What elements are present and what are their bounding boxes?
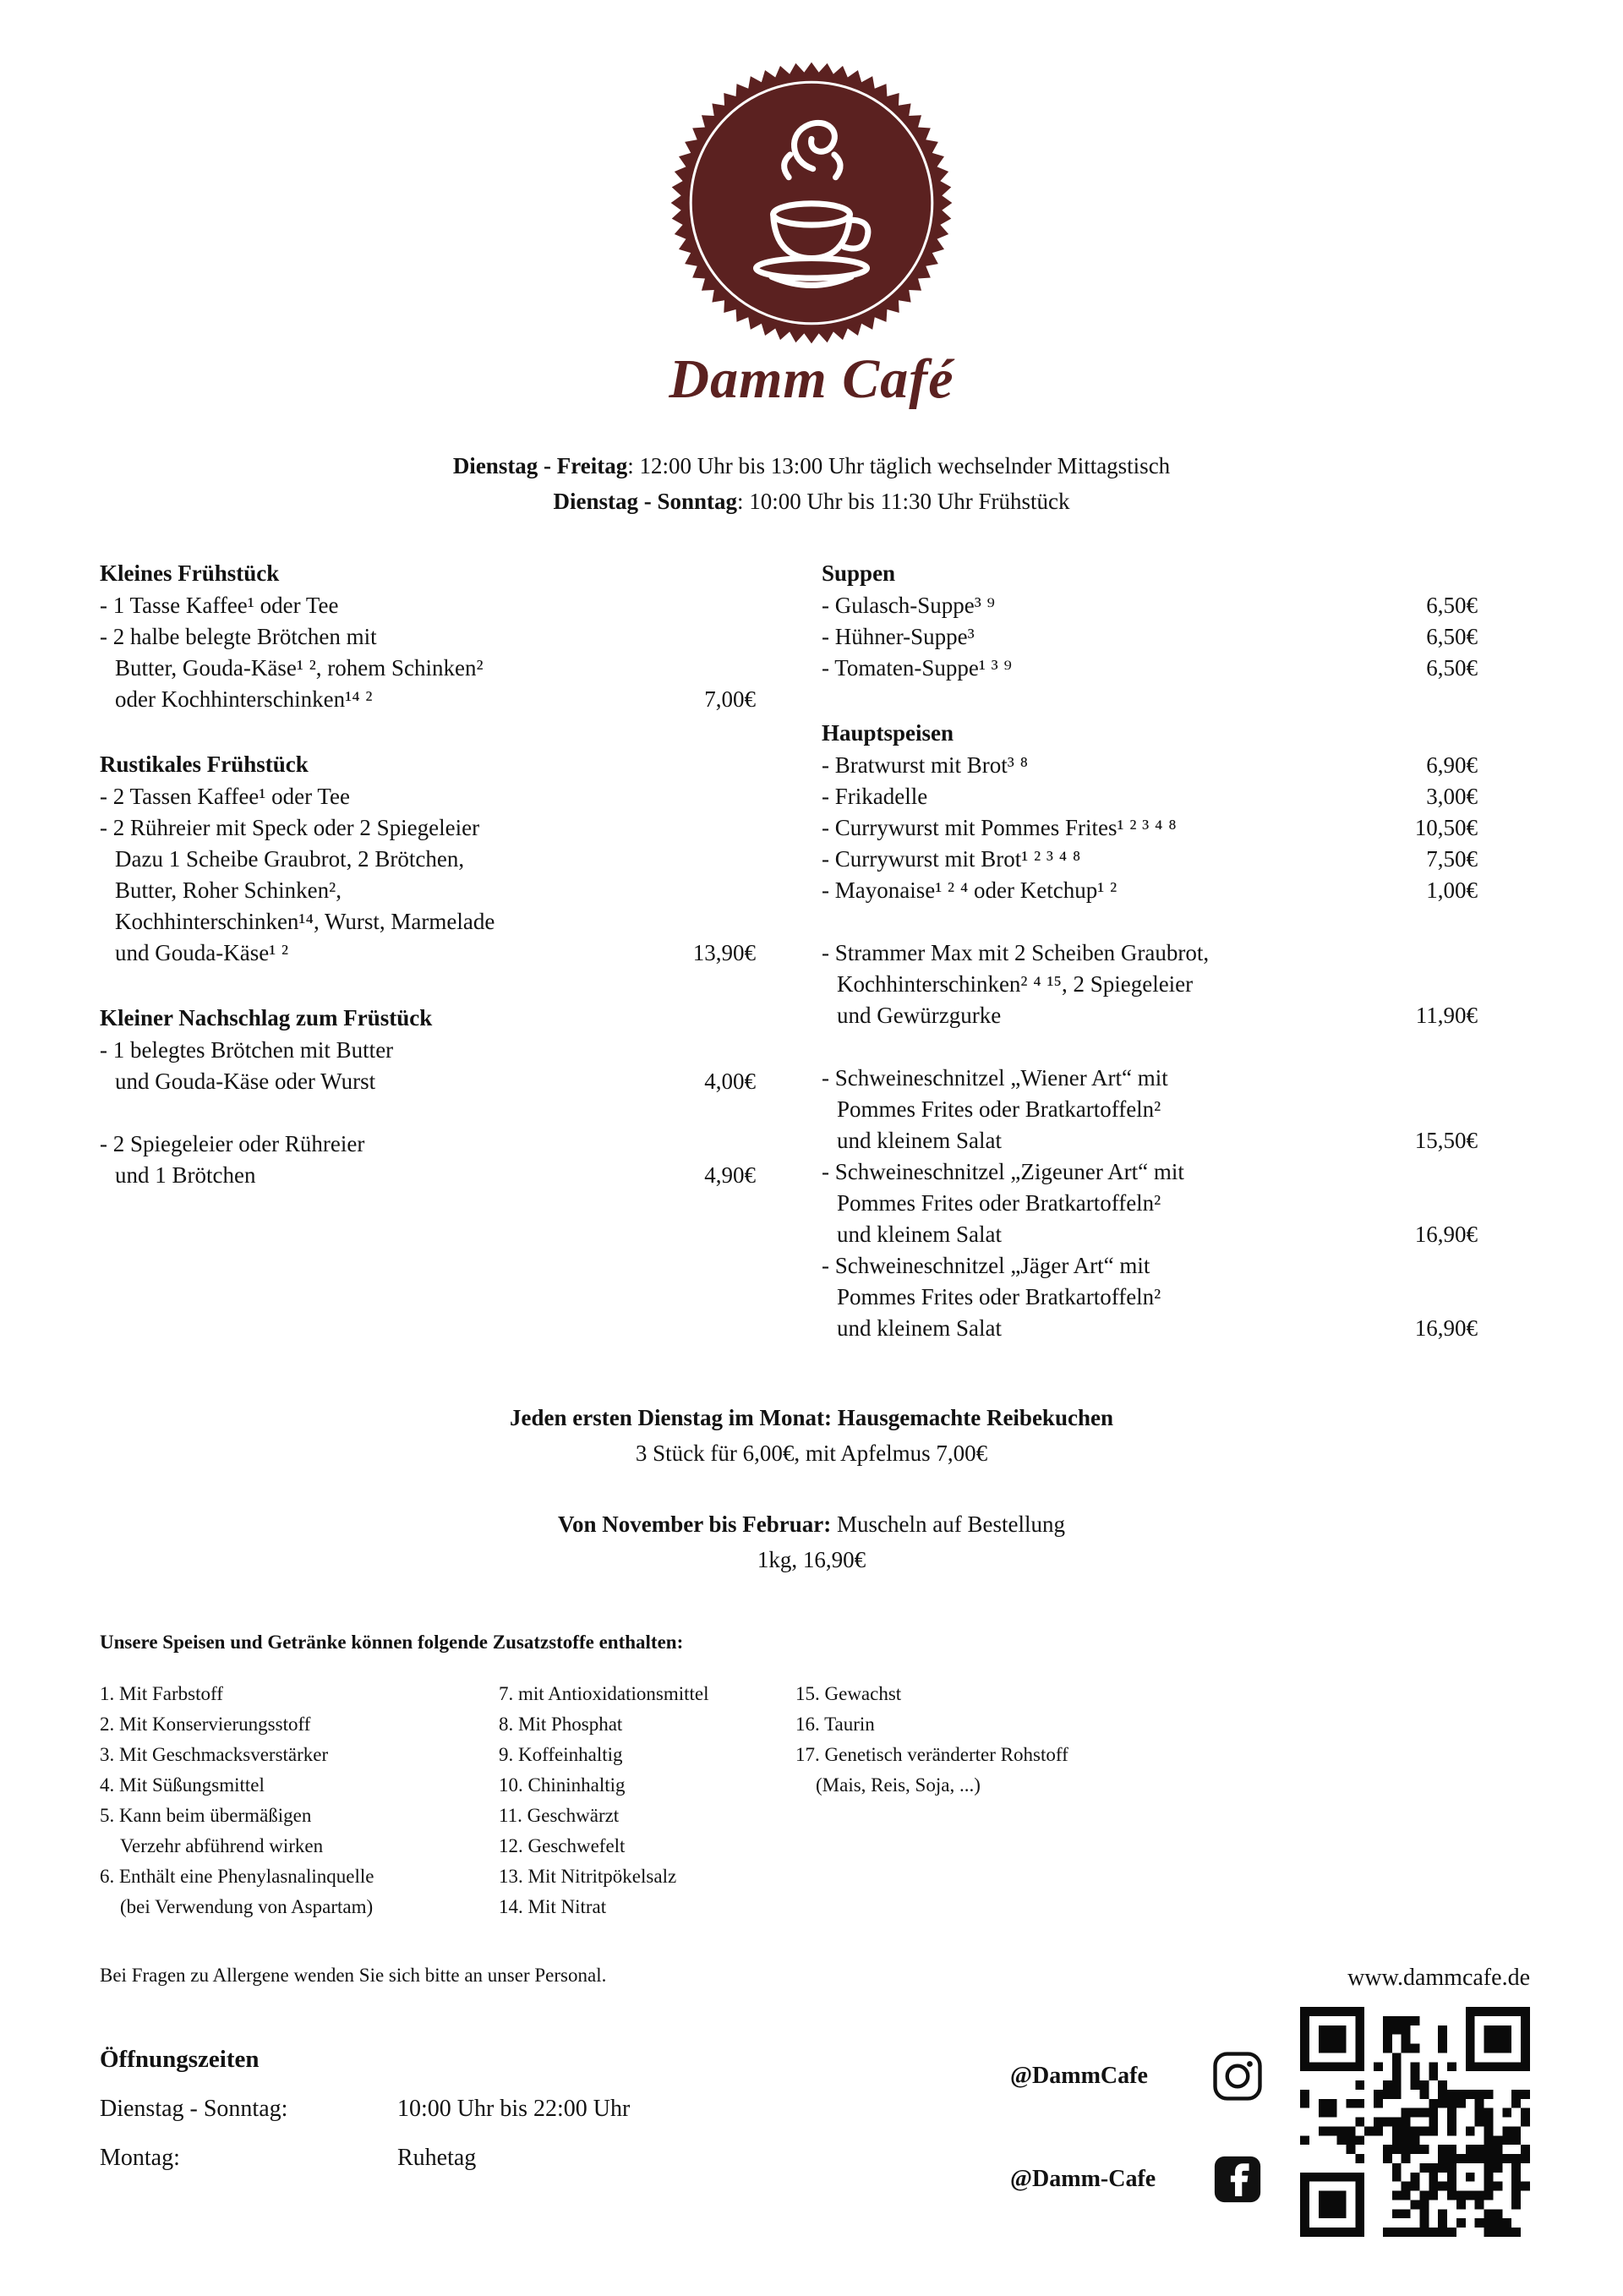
additive-line: 17. Genetisch veränderter Rohstoff — [795, 1744, 1068, 1765]
opening-hours-title: Öffnungszeiten — [100, 2046, 260, 2073]
menu-item-price: 7,50€ — [1426, 846, 1478, 872]
menu-item — [822, 621, 1478, 653]
menu-item — [822, 781, 1478, 812]
menu-item-price: 16,90€ — [1414, 1315, 1478, 1341]
menu-item-price: 15,50€ — [1414, 1128, 1478, 1153]
allergen-note: Bei Fragen zu Allergene wenden Sie sich bitte an unser Personal. — [100, 1965, 607, 1986]
opening-row — [100, 2145, 630, 2172]
menu-item-line: Pommes Frites oder Bratkartoffeln² — [837, 1284, 1161, 1309]
additive-line: (Mais, Reis, Soja, ...) — [816, 1774, 981, 1796]
additives-column-3 — [795, 1679, 1623, 1922]
hours-line-text: : 12:00 Uhr bis 13:00 Uhr täglich wechselnder Mittagstisch — [627, 453, 1171, 478]
footer — [0, 1944, 1623, 2296]
menu-section — [100, 749, 756, 969]
additive-line: 13. Mit Nitritpökelsalz — [499, 1866, 677, 1887]
hours-line-label: Dienstag - Sonntag — [553, 489, 738, 514]
additive-line: 11. Geschwärzt — [499, 1805, 620, 1826]
menu-item-line: Dazu 1 Scheibe Graubrot, 2 Brötchen, — [115, 846, 465, 872]
menu-item — [822, 590, 1478, 621]
menu-item-price: 4,90€ — [704, 1162, 756, 1188]
menu-item-price: 6,50€ — [1426, 655, 1478, 681]
menu-item — [100, 1035, 756, 1097]
menu-item-line: und kleinem Salat — [837, 1315, 1002, 1341]
menu-item-line: Butter, Roher Schinken², — [115, 877, 342, 903]
menu-item — [822, 653, 1478, 684]
menu-item — [100, 621, 756, 715]
additive-line: (bei Verwendung von Aspartam) — [120, 1896, 374, 1917]
menu-item-line: - Hühner-Suppe³ — [822, 624, 975, 649]
menu-item-line: Pommes Frites oder Bratkartoffeln² — [837, 1190, 1161, 1216]
menu-item-line: - Tomaten-Suppe¹ ³ ⁹ — [822, 655, 1012, 681]
menu-item-price: 10,50€ — [1414, 815, 1478, 840]
instagram-handle[interactable]: @DammCafe — [1010, 2063, 1148, 2089]
qr-code[interactable] — [1300, 2007, 1530, 2237]
social-links — [1010, 2049, 1264, 2206]
hours-line-text: : 10:00 Uhr bis 11:30 Uhr Frühstück — [737, 489, 1070, 514]
menu-item-line: - 1 Tasse Kaffee¹ oder Tee — [100, 593, 339, 618]
additive-line: Verzehr abführend wirken — [120, 1835, 324, 1856]
opening-label: Dienstag - Sonntag: — [100, 2096, 288, 2122]
additives-heading: Unsere Speisen und Getränke können folgende Zusatzstoffe enthalten: — [100, 1632, 684, 1653]
menu-item-line: und kleinem Salat — [837, 1222, 1002, 1247]
menu-section-title: Hauptspeisen — [822, 720, 954, 746]
menu-item — [822, 1156, 1478, 1250]
menu-item-price: 4,00€ — [704, 1069, 756, 1094]
opening-hours — [100, 2046, 630, 2172]
brand-name: Damm Café — [669, 348, 954, 410]
additive-line: 12. Geschwefelt — [499, 1835, 626, 1856]
menu-section — [822, 558, 1478, 684]
menu-item-line: - Currywurst mit Pommes Frites¹ ² ³ ⁴ ⁸ — [822, 815, 1177, 840]
additive-line: 1. Mit Farbstoff — [100, 1683, 223, 1704]
menu-item-line: - Bratwurst mit Brot³ ⁸ — [822, 752, 1028, 778]
menu-section — [100, 1003, 756, 1191]
menu-item-line: - 2 halbe belegte Brötchen mit — [100, 624, 377, 649]
additive-line: 15. Gewachst — [795, 1683, 902, 1704]
menu-item-price: 1,00€ — [1426, 877, 1478, 903]
menu-column-right — [822, 558, 1478, 1344]
menu-item-line: - 1 belegtes Brötchen mit Butter — [100, 1037, 394, 1063]
menu-item-price: 11,90€ — [1415, 1003, 1478, 1028]
menu-item-line: Kochhinterschinken² ⁴ ¹⁵, 2 Spiegeleier — [837, 971, 1194, 997]
menu-item — [822, 938, 1478, 1031]
menu-item-line: - Gulasch-Suppe³ ⁹ — [822, 593, 995, 618]
additive-line: 4. Mit Süßungsmittel — [100, 1774, 265, 1796]
menu-column-left — [100, 558, 756, 1344]
additive-line: 7. mit Antioxidationsmittel — [499, 1683, 709, 1704]
additive-line: 10. Chininhaltig — [499, 1774, 626, 1796]
menu — [0, 558, 1623, 1344]
website-link[interactable]: www.dammcafe.de — [1347, 1965, 1530, 1991]
menu-item-line: und Gouda-Käse oder Wurst — [115, 1069, 376, 1094]
menu-item — [822, 812, 1478, 844]
menu-item-price: 7,00€ — [704, 686, 756, 712]
menu-item-line: und Gouda-Käse¹ ² — [115, 940, 289, 965]
menu-item-line: und 1 Brötchen — [115, 1162, 256, 1188]
menu-item-line: - Schweineschnitzel „Zigeuner Art“ mit — [822, 1159, 1184, 1184]
menu-section-title: Kleines Frühstück — [100, 560, 280, 586]
menu-item-line: Butter, Gouda-Käse¹ ², rohem Schinken² — [115, 655, 484, 681]
menu-item — [822, 750, 1478, 781]
menu-item-line: - 2 Tassen Kaffee¹ oder Tee — [100, 784, 350, 809]
specials-line-bold: Jeden ersten Dienstag im Monat: Hausgemachte Reibekuchen — [510, 1405, 1113, 1430]
social-instagram-row[interactable] — [1010, 2049, 1264, 2103]
specials-line: 1kg, 16,90€ — [757, 1547, 866, 1572]
specials-reibekuchen — [0, 1400, 1623, 1471]
menu-item-price: 6,90€ — [1426, 752, 1478, 778]
menu-item-line: - Currywurst mit Brot¹ ² ³ ⁴ ⁸ — [822, 846, 1081, 872]
hours-line — [0, 484, 1623, 519]
instagram-icon[interactable] — [1211, 2050, 1264, 2102]
menu-item-line: - Strammer Max mit 2 Scheiben Graubrot, — [822, 940, 1210, 965]
opening-value: Ruhetag — [397, 2145, 477, 2171]
menu-item — [822, 875, 1478, 906]
menu-item-price: 3,00€ — [1426, 784, 1478, 809]
menu-item-line: und Gewürzgurke — [837, 1003, 1002, 1028]
menu-item-line: und kleinem Salat — [837, 1128, 1002, 1153]
opening-label: Montag: — [100, 2145, 180, 2171]
menu-item-price: 6,50€ — [1426, 624, 1478, 649]
specials-line-bold: Von November bis Februar: — [558, 1512, 832, 1537]
menu-item-line: - Frikadelle — [822, 784, 928, 809]
specials-line: 3 Stück für 6,00€, mit Apfelmus 7,00€ — [635, 1440, 988, 1466]
facebook-icon[interactable] — [1211, 2153, 1264, 2206]
menu-section — [822, 718, 1478, 1344]
hours-banner — [0, 448, 1623, 519]
menu-item — [822, 1250, 1478, 1344]
menu-item-price: 6,50€ — [1426, 593, 1478, 618]
opening-row — [100, 2096, 630, 2123]
menu-item-price: 13,90€ — [692, 940, 756, 965]
additives-list — [0, 1679, 1623, 1922]
coffee-cup-logo — [669, 61, 954, 345]
menu-item-line: - 2 Rühreier mit Speck oder 2 Spiegeleier — [100, 815, 480, 840]
additive-line: 2. Mit Konservierungsstoff — [100, 1714, 311, 1735]
menu-section-title: Kleiner Nachschlag zum Früstück — [100, 1005, 433, 1030]
menu-item-line: Pommes Frites oder Bratkartoffeln² — [837, 1096, 1161, 1122]
specials-line-rest: Muscheln auf Bestellung — [831, 1512, 1065, 1537]
menu-item-line: - Mayonaise¹ ² ⁴ oder Ketchup¹ ² — [822, 877, 1118, 903]
menu-item — [100, 781, 756, 812]
specials — [0, 1400, 1623, 1577]
menu-section — [100, 558, 756, 715]
menu-item-price: 16,90€ — [1414, 1222, 1478, 1247]
menu-item-line: - 2 Spiegeleier oder Rühreier — [100, 1131, 365, 1156]
facebook-handle[interactable]: @Damm-Cafe — [1010, 2166, 1156, 2192]
menu-item — [822, 844, 1478, 875]
menu-item — [100, 1129, 756, 1191]
opening-value: 10:00 Uhr bis 22:00 Uhr — [397, 2096, 631, 2122]
menu-section-title: Rustikales Frühstück — [100, 752, 309, 777]
menu-item-line: - Schweineschnitzel „Wiener Art“ mit — [822, 1065, 1168, 1091]
additives-column-1 — [100, 1679, 499, 1922]
hours-line — [0, 448, 1623, 484]
additives-column-2 — [499, 1679, 795, 1922]
additive-line: 16. Taurin — [795, 1714, 875, 1735]
menu-item-line: oder Kochhinterschinken¹⁴ ² — [115, 686, 373, 712]
additive-line: 8. Mit Phosphat — [499, 1714, 623, 1735]
menu-item — [100, 812, 756, 969]
social-facebook-row[interactable] — [1010, 2152, 1264, 2206]
additive-line: 5. Kann beim übermäßigen — [100, 1805, 312, 1826]
specials-muscheln — [0, 1506, 1623, 1577]
menu-section-title: Suppen — [822, 560, 896, 586]
additive-line: 14. Mit Nitrat — [499, 1896, 607, 1917]
menu-item-line: Kochhinterschinken¹⁴, Wurst, Marmelade — [115, 909, 495, 934]
additive-line: 9. Koffeinhaltig — [499, 1744, 623, 1765]
menu-item — [100, 590, 756, 621]
additive-line: 6. Enthält eine Phenylasnalinquelle — [100, 1866, 374, 1887]
additive-line: 3. Mit Geschmacksverstärker — [100, 1744, 329, 1765]
hours-line-label: Dienstag - Freitag — [452, 453, 628, 478]
menu-item-line: - Schweineschnitzel „Jäger Art“ mit — [822, 1253, 1150, 1278]
menu-item — [822, 1063, 1478, 1156]
